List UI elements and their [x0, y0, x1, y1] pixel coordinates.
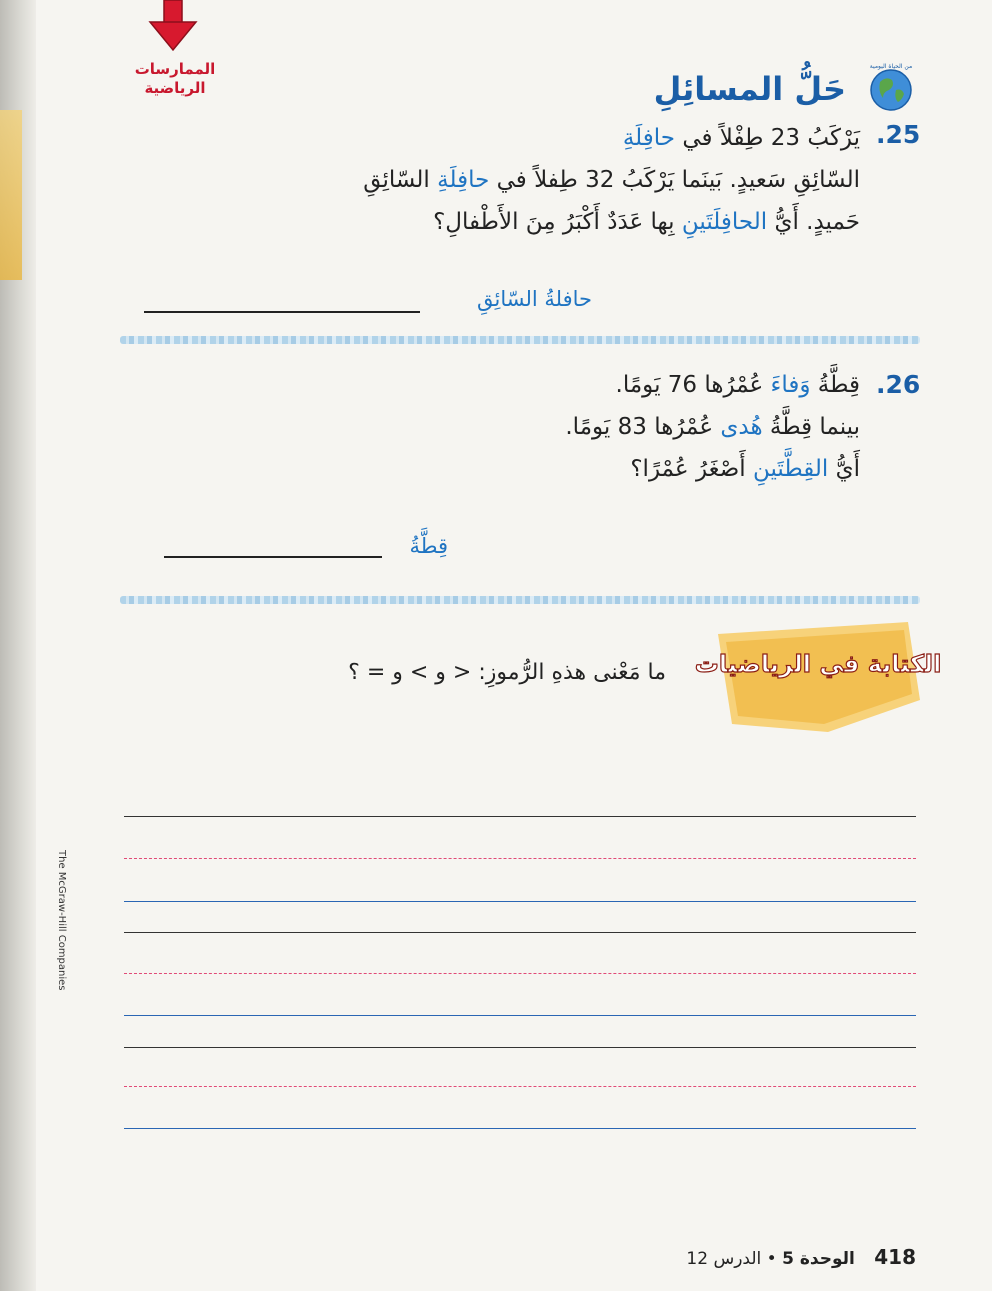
q25-line-3-highlight: الحافِلَتَينِ — [681, 209, 768, 235]
writing-in-math-title: الكتابة في الرياضيات — [694, 650, 942, 678]
math-practices-label — [120, 60, 230, 98]
lesson-label: الدرس 12 — [686, 1249, 762, 1269]
page-edge-tab — [0, 110, 22, 280]
writing-line-base — [124, 1128, 916, 1129]
q25-line-3-text-b: بِها عَدَدٌ أَكْبَرُ مِنَ الأَطْفالِ؟ — [433, 209, 682, 235]
footer-separator: • — [766, 1249, 777, 1269]
writing-line-top[interactable] — [124, 816, 916, 817]
question-25-text — [363, 117, 860, 243]
writing-line-top[interactable] — [124, 932, 916, 933]
writing-in-math-badge — [694, 620, 942, 738]
side-copyright-text: The McGraw-Hill Companies — [56, 850, 67, 991]
q26-line-1-highlight: وَفاءَ — [770, 372, 811, 398]
q26-line-2-highlight: هُدى — [720, 414, 763, 440]
q25-line-1 — [363, 117, 860, 159]
q25-answer-blank[interactable] — [144, 311, 420, 313]
practices-line-1: الممارسات — [134, 60, 216, 78]
q25-line-2-text-b: السّائِقِ — [363, 167, 438, 193]
q26-answer-blank[interactable] — [164, 556, 382, 558]
globe-icon — [862, 60, 920, 112]
writing-line-top[interactable] — [124, 1047, 916, 1048]
writing-line-middle — [124, 973, 916, 974]
question-26-number: .26 — [876, 370, 921, 399]
q26-line-2 — [565, 406, 860, 448]
q25-line-2-text-a: السّائِقِ سَعيدٍ. بَينَما يَرْكَبُ 32 طِفلاً في — [489, 167, 860, 193]
q25-line-1-text: يَرْكَبُ 23 طِفْلاً في — [675, 125, 860, 151]
section-divider — [120, 596, 920, 604]
q26-line-3-text-b: أَصْغَرُ عُمْرًا؟ — [630, 456, 753, 482]
writing-line-middle — [124, 1086, 916, 1087]
writing-line-base — [124, 1015, 916, 1016]
q25-line-3-text-a: حَميدٍ. أَيُّ — [767, 209, 860, 235]
q26-line-1 — [565, 364, 860, 406]
side-copyright — [46, 850, 66, 1180]
q26-line-2-text-a: بينما قِطَّةُ — [762, 414, 860, 440]
unit-label: الوحدة 5 — [782, 1249, 855, 1269]
arrow-down-icon — [146, 0, 200, 54]
globe-caption: من الحياة اليومية — [869, 63, 913, 70]
q26-answer-label: قِطَّةُ — [409, 534, 448, 558]
q25-line-2-highlight: حافِلَةِ — [437, 167, 490, 193]
q26-line-1-text-a: قِطَّةُ — [810, 372, 860, 398]
q26-line-1-text-b: عُمْرُها 76 يَومًا. — [615, 372, 771, 398]
writing-question: ما مَعْنى هذهِ الرُّموزِ: < و > و = ؟ — [348, 660, 666, 685]
question-26-text — [565, 364, 860, 490]
q25-line-3 — [363, 201, 860, 243]
q25-line-2 — [363, 159, 860, 201]
writing-line-base — [124, 901, 916, 902]
q26-line-3-highlight: القِطَّتَينِ — [752, 456, 829, 482]
q26-line-3 — [565, 448, 860, 490]
page-number: 418 — [874, 1245, 916, 1269]
q25-line-1-highlight: حافِلَةِ — [622, 125, 676, 151]
q25-answer-label: حافلةُ السّائِقِ — [476, 287, 592, 311]
page-footer — [686, 1245, 916, 1269]
practices-line-2: الرياضية — [144, 79, 206, 97]
writing-line-middle — [124, 858, 916, 859]
section-title: حَلُّ المسائِلِ — [653, 70, 846, 108]
question-25-number: .25 — [876, 120, 921, 149]
q26-line-3-text-a: أَيُّ — [828, 456, 860, 482]
q26-line-2-text-b: عُمْرُها 83 يَومًا. — [565, 414, 721, 440]
section-divider — [120, 336, 920, 344]
